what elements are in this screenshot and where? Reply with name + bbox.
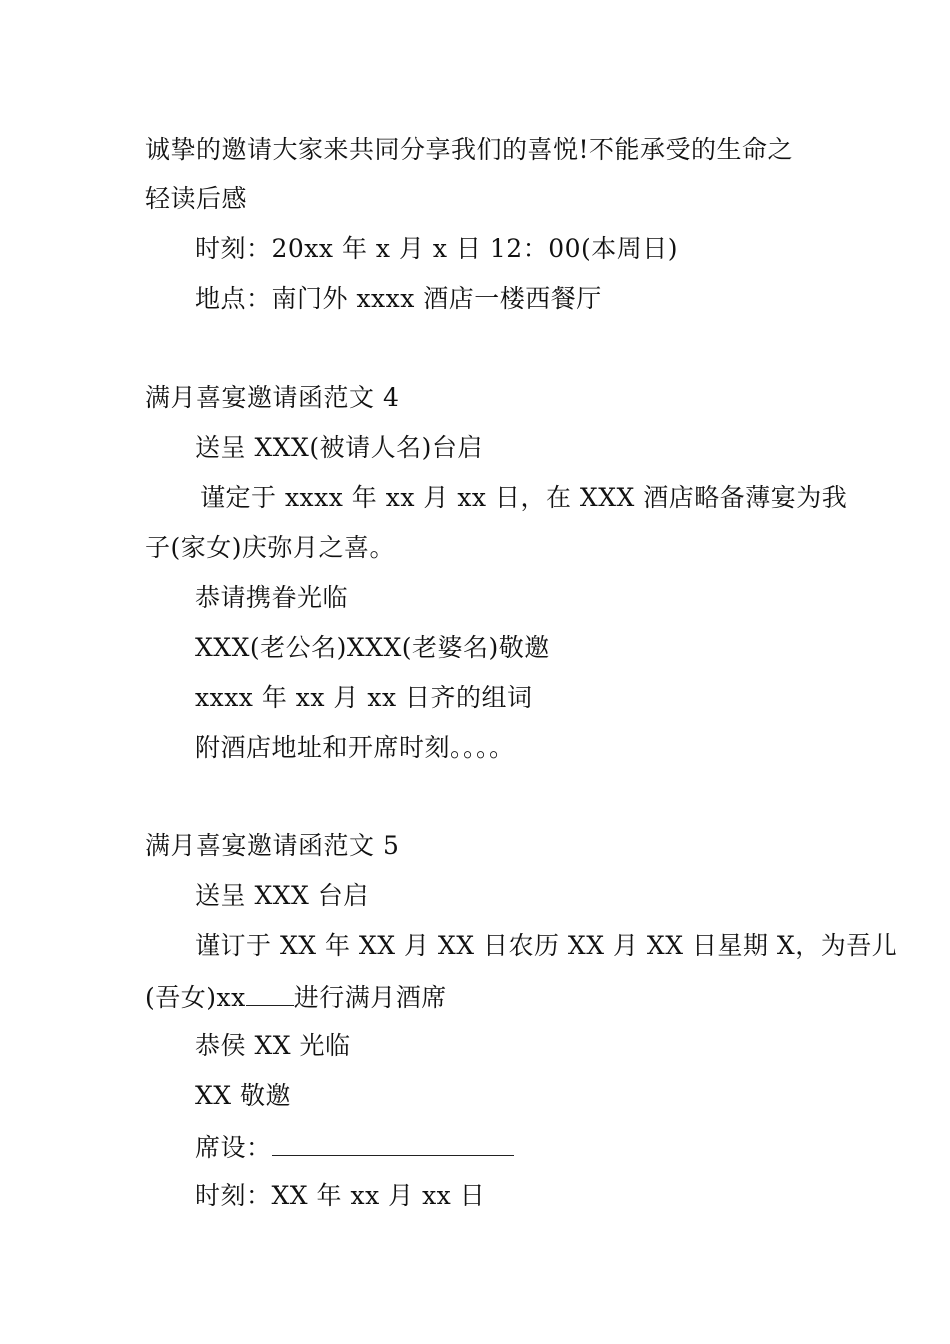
name-blank: [246, 981, 294, 1006]
intro-place: 地点：南门外 xxxx 酒店一楼西餐厅: [195, 284, 602, 313]
sample4-heading: 满月喜宴邀请函范文 4: [145, 383, 400, 412]
sample4-date: xxxx 年 xx 月 xx 日齐的组词: [195, 683, 533, 712]
intro-time: 时刻：20xx 年 x 月 x 日 12：00(本周日): [195, 234, 679, 263]
sample5-body-line-2: [145, 981, 825, 1013]
sample5-venue: [195, 1131, 875, 1163]
sample4-body-line-1: 谨定于 xxxx 年 xx 月 xx 日，在 XXX 酒店略备薄宴为我: [200, 483, 848, 512]
sample5-body-line-2-prefix: (吾女)xx: [145, 983, 246, 1012]
sample5-invite: 恭侯 XX 光临: [195, 1031, 351, 1060]
sample5-body-line-1: 谨订于 XX 年 XX 月 XX 日农历 XX 月 XX 日星期 X，为吾儿: [195, 931, 898, 960]
sample5-time: 时刻：XX 年 xx 月 xx 日: [195, 1181, 486, 1210]
sample5-hosts: XX 敬邀: [195, 1081, 292, 1110]
sample5-body-line-2-suffix: 进行满月酒席: [293, 983, 447, 1012]
sample5-heading: 满月喜宴邀请函范文 5: [145, 831, 400, 860]
sample4-hosts: XXX(老公名)XXX(老婆名)敬邀: [195, 633, 550, 662]
sample4-invite: 恭请携眷光临: [195, 583, 349, 612]
intro-line-2: 轻读后感: [145, 184, 248, 213]
venue-blank: [272, 1131, 514, 1156]
sample4-body-line-2: 子(家女)庆弥月之喜。: [145, 533, 396, 562]
venue-label: 席设：: [195, 1133, 272, 1162]
intro-line-1: 诚挚的邀请大家来共同分享我们的喜悦!不能承受的生命之: [145, 135, 794, 164]
sample4-to: 送呈 XXX(被请人名)台启: [195, 433, 483, 462]
sample5-to: 送呈 XXX 台启: [195, 881, 369, 910]
sample4-note: 附酒店地址和开席时刻。。。。: [195, 733, 515, 762]
